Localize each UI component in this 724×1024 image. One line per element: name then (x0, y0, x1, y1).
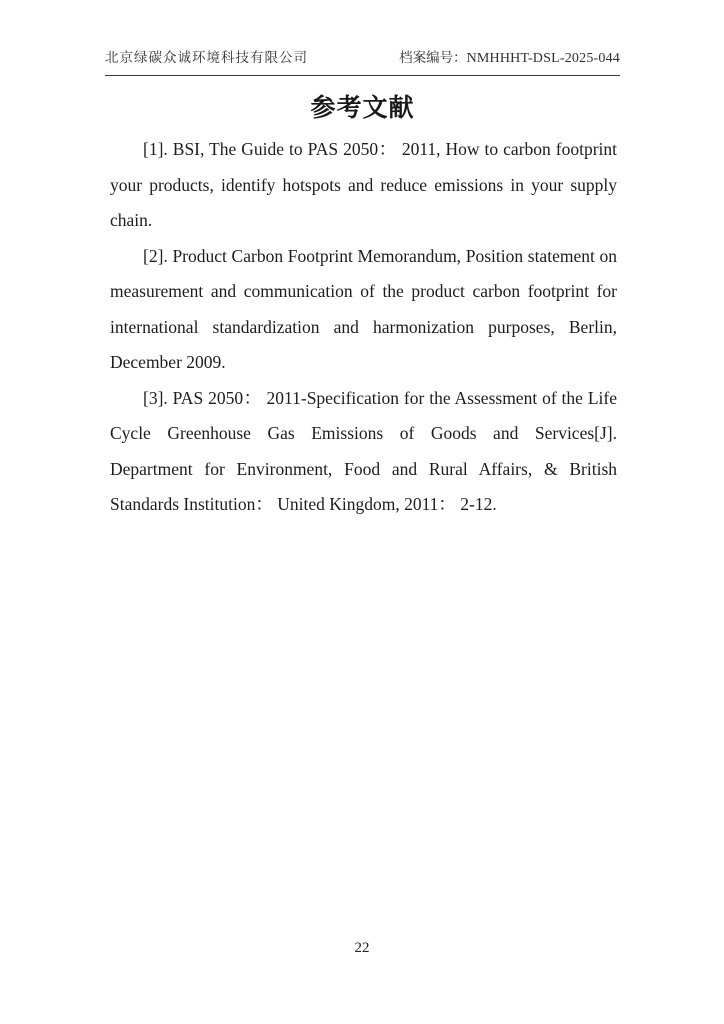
archive-code: NMHHHT-DSL-2025-044 (466, 51, 620, 66)
archive-number (399, 46, 620, 67)
references-list (110, 132, 617, 523)
page-number: 22 (354, 940, 370, 956)
page-header (105, 46, 620, 76)
reference-item-1: [1]. BSI, The Guide to PAS 2050： 2011, How to carbon footprint your products, identify hotspots and reduce emissions in your supply chain. (110, 139, 617, 230)
reference-item-2: [2]. Product Carbon Footprint Memorandum, Position statement on measurement and communication of the product carbon footprint for international standardization and harmonization purposes, Berlin, December 2009. (110, 245, 617, 372)
reference-item-3: [3]. PAS 2050： 2011-Specification for the Assessment of the Life Cycle Greenhouse Gas Emissions of Goods and Services[J]. Department for Environment, Food and Rural Affairs, & British Standards Institution： United Kingdom, 2011： 2-12. (110, 387, 617, 514)
archive-label: 档案编号： (399, 50, 467, 65)
company-name: 北京绿碳众诚环境科技有限公司 (105, 50, 308, 65)
page-title: 参考文献 (310, 95, 415, 122)
